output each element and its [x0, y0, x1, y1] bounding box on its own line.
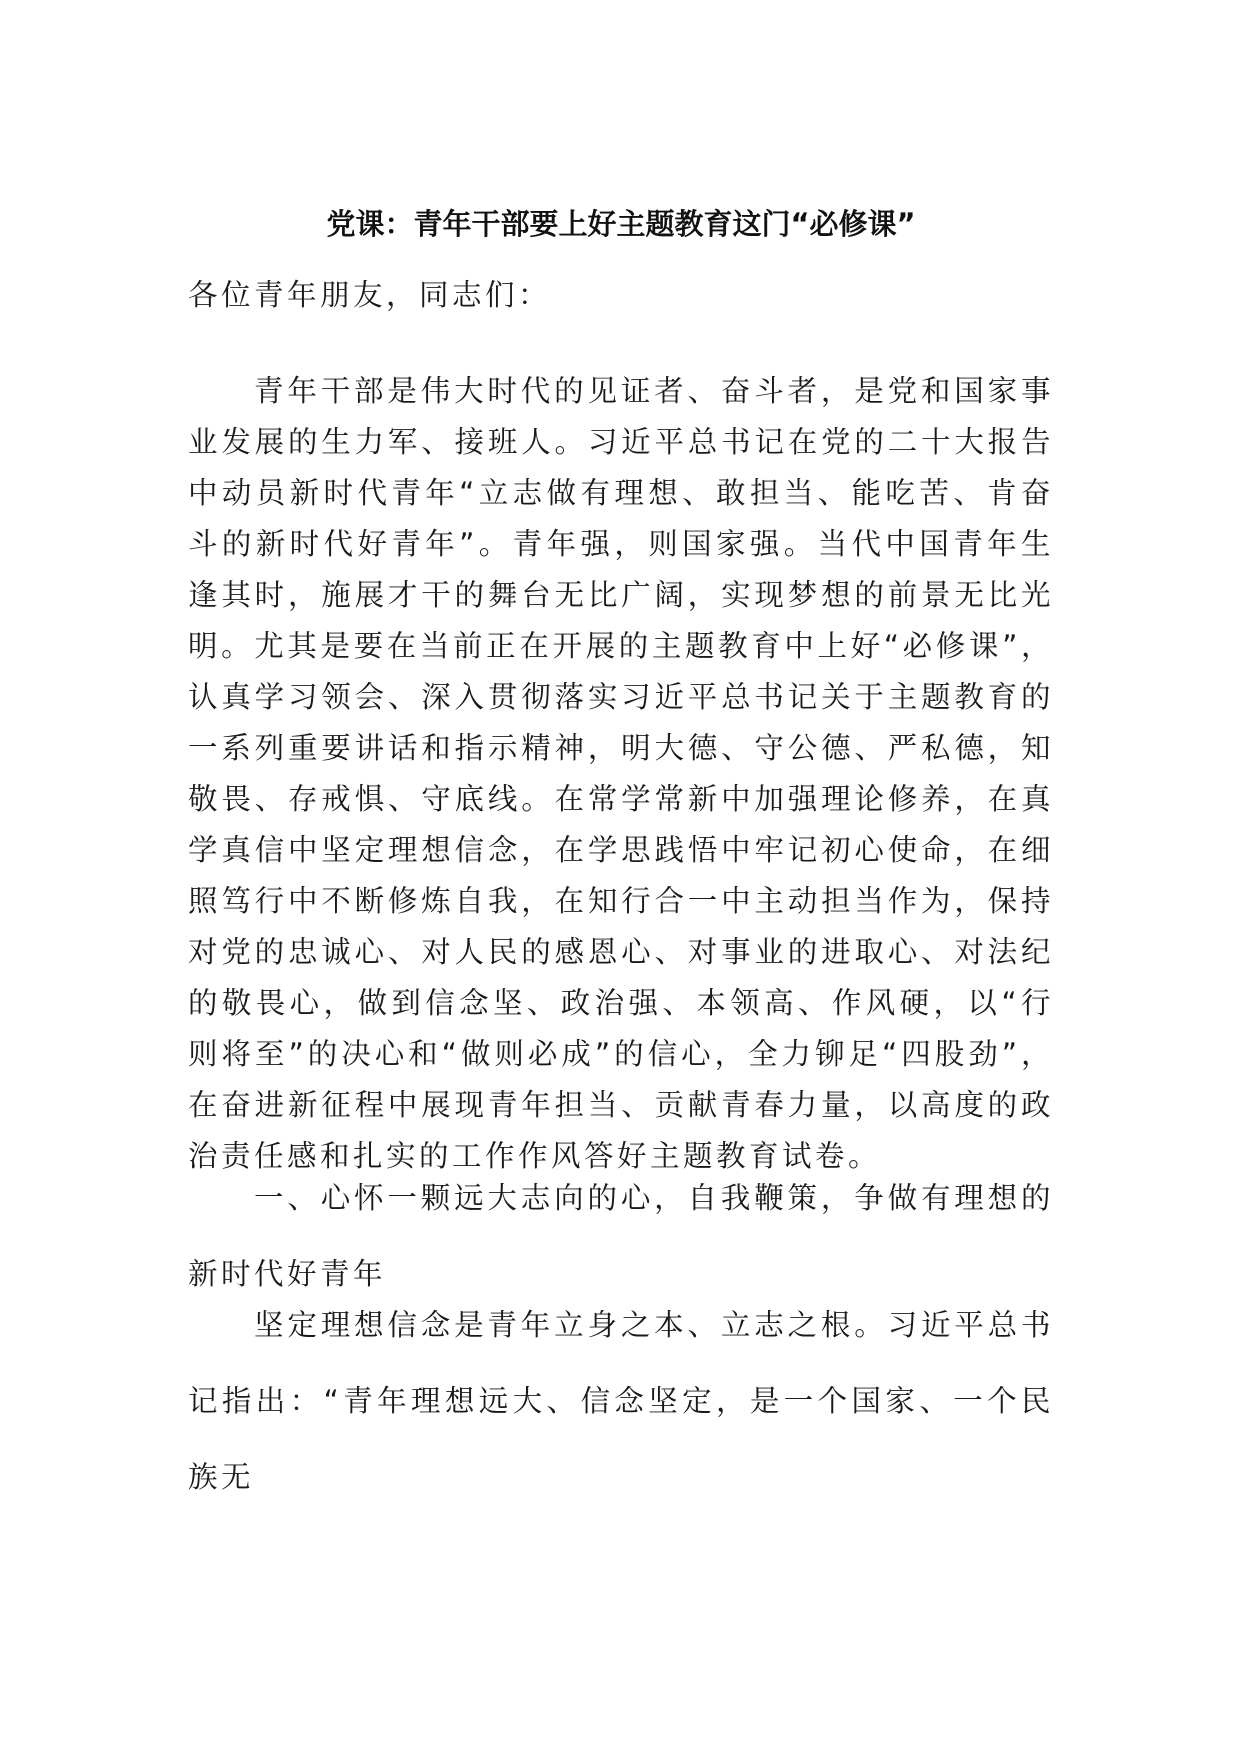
body-paragraph: 青年干部是伟大时代的见证者、奋斗者，是党和国家事业发展的生力军、接班人。习近平总书记在党的二十大报告中动员新时代青年“立志做有理想、敢担当、能吃苦、肯奋斗的新时代好青年”。青年强，则国家强。当代中国青年生逢其时，施展才干的舞台无比广阔，实现梦想的前景无比光明。尤其是要在当前正在开展的主题教育中上好“必修课”，认真学习领会、深入贯彻落实习近平总书记关于主题教育的一系列重要讲话和指示精神，明大德、守公德、严私德，知敬畏、存戒惧、守底线。在常学常新中加强理论修养，在真学真信中坚定理想信念，在学思践悟中牢记初心使命，在细照笃行中不断修炼自我，在知行合一中主动担当作为，保持对党的忠诚心、对人民的感恩心、对事业的进取心、对法纪的敬畏心，做到信念坚、政治强、本领高、作风硬，以“行则将至”的决心和“做则必成”的信心，全力铆足“四股劲”，在奋进新征程中展现青年担当、贡献青春力量，以高度的政治责任感和扎实的工作作风答好主题教育试卷。 [188, 374, 1054, 1173]
greeting: 各位青年朋友，同志们： [188, 278, 552, 312]
section-paragraph: 坚定理想信念是青年立身之本、立志之根。习近平总书记指出：“青年理想远大、信念坚定，是一个国家、一个民族无 [188, 1308, 1054, 1494]
section-heading: 一、心怀一颗远大志向的心，自我鞭策，争做有理想的新时代好青年 [188, 1181, 1054, 1291]
document-title: 党课：青年干部要上好主题教育这门“必修课” [326, 207, 916, 241]
